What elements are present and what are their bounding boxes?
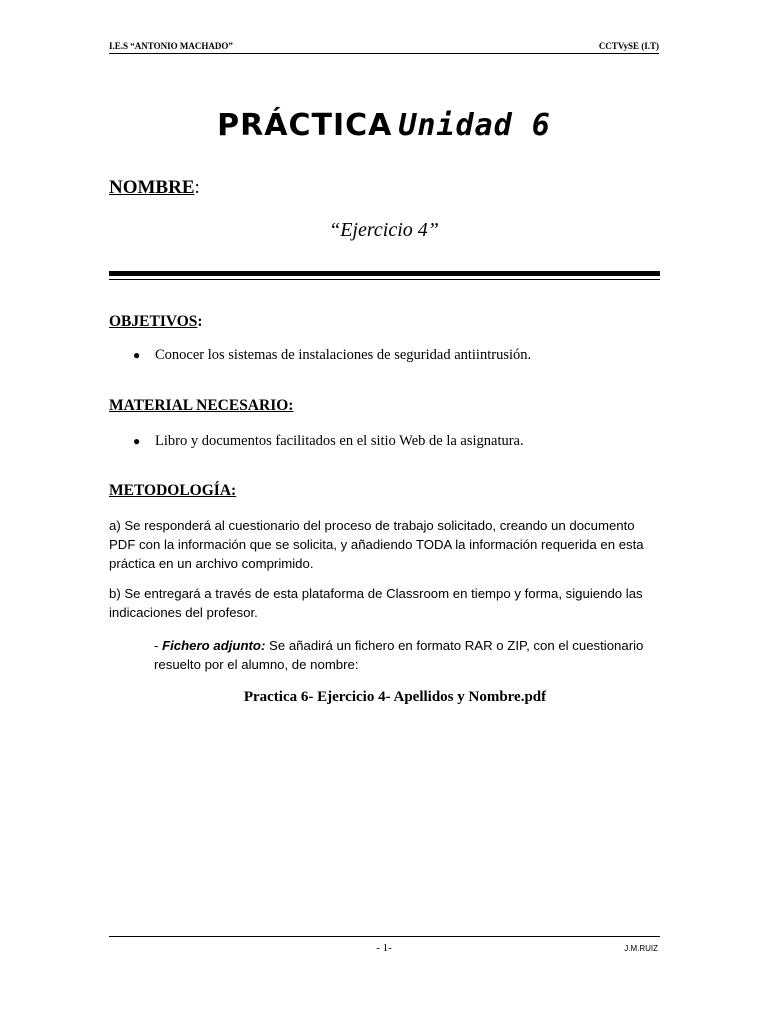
exercise-subtitle: “Ejercicio 4” bbox=[329, 219, 439, 241]
list-item bbox=[133, 347, 531, 364]
attachment-prefix: - bbox=[154, 638, 163, 653]
attachment-paragraph bbox=[154, 636, 664, 674]
nombre-label: NOMBRE bbox=[109, 177, 195, 198]
page-title bbox=[0, 108, 768, 143]
footer-divider bbox=[109, 936, 660, 937]
title-divider-thick bbox=[109, 271, 660, 276]
material-text: Libro y documentos facilitados en el sitio Web de la asignatura. bbox=[155, 433, 524, 449]
objetivos-heading-label: OBJETIVOS bbox=[109, 313, 198, 330]
nombre-colon: : bbox=[194, 177, 200, 198]
bullet-icon: ● bbox=[133, 434, 141, 448]
attachment-label: Fichero adjunto: bbox=[162, 638, 266, 653]
header-school: I.E.S “ANTONIO MACHADO” bbox=[109, 41, 233, 51]
page-header bbox=[109, 41, 659, 54]
metodologia-heading-label: METODOLOGÍA: bbox=[109, 482, 237, 499]
nombre-field bbox=[109, 177, 200, 199]
objetivos-heading bbox=[109, 313, 203, 331]
footer-author: J.M.RUIZ bbox=[624, 944, 658, 953]
required-filename: Practica 6- Ejercicio 4- Apellidos y Nombre.pdf bbox=[243, 689, 547, 705]
metodologia-paragraph-a: a) Se responderá al cuestionario del proceso de trabajo solicitado, creando un documento PDF con la información que se solicita, y añadiendo TODA la información requerida en esta práctica en un archivo comprimido. bbox=[109, 518, 644, 571]
objetivos-heading-colon: : bbox=[197, 313, 203, 330]
title-practica: PRÁCTICA bbox=[217, 108, 393, 143]
list-item bbox=[133, 433, 524, 450]
metodologia-heading bbox=[109, 482, 236, 500]
header-course: CCTVySE (I.T) bbox=[598, 41, 659, 51]
bullet-icon: ● bbox=[133, 348, 141, 362]
material-heading-label: MATERIAL NECESARIO: bbox=[109, 397, 294, 414]
material-heading bbox=[109, 397, 293, 415]
title-divider-thin bbox=[109, 279, 660, 280]
metodologia-paragraph-b: b) Se entregará a través de esta plataforma de Classroom en tiempo y forma, siguiendo las indicaciones del profesor. bbox=[109, 586, 643, 620]
title-unidad: Unidad 6 bbox=[398, 108, 551, 143]
attachment-text: Se añadirá un fichero en formato RAR o ZIP, con el cuestionario resuelto por el alumno, de nombre: bbox=[154, 638, 644, 672]
objetivo-text: Conocer los sistemas de instalaciones de seguridad antiintrusión. bbox=[155, 347, 532, 363]
page-number: - 1- bbox=[376, 942, 392, 954]
